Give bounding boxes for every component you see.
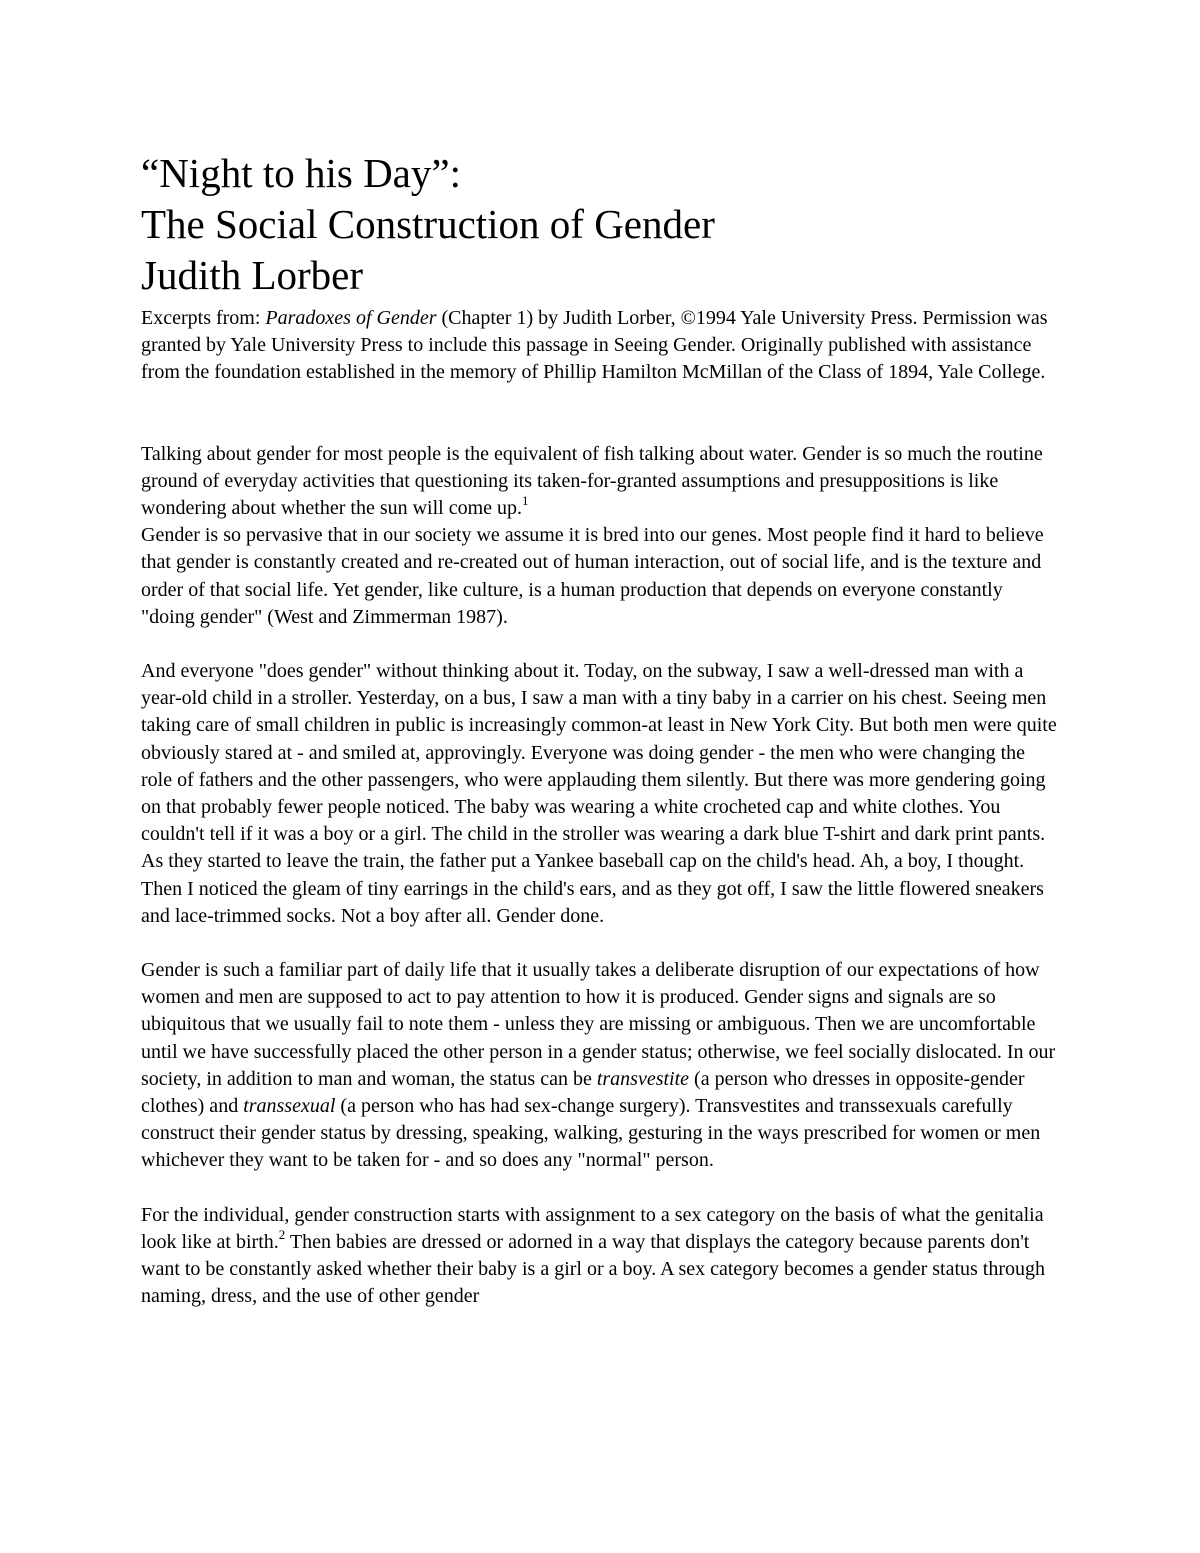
author-name: Judith Lorber bbox=[141, 252, 364, 298]
term-transvestite: transvestite bbox=[596, 1067, 690, 1090]
title-line-2: The Social Construction of Gender bbox=[141, 201, 715, 247]
book-title: Paradoxes of Gender bbox=[265, 307, 437, 329]
paragraph-4-part-a: For the individual, gender construction starts with assignment to a sex category on the basis of what the genitalia look like at birth. bbox=[141, 1203, 1044, 1253]
paragraph-2: And everyone "does gender" without thinking about it. Today, on the subway, I saw a well-dressed man with a year-old child in a stroller. Yesterday, on a bus, I saw a man with a tiny baby in a carrier on his chest. Seeing men taking care of small children in public is increasingly common-at least in New York City. But both men were quite obviously stared at - and smiled at, approvingly. Everyone was doing gender - the men who were changing the role of fathers and the other passengers, who were applauding them silently. But there was more gendering going on that probably fewer people noticed. The baby was wearing a white crocheted cap and white clothes. You couldn't tell if it was a boy or a girl. The child in the stroller was wearing a dark blue T-shirt and dark print pants. As they started to leave the train, the father put a Yankee baseball cap on the child's head. Ah, a boy, I thought. Then I noticed the gleam of tiny earrings in the child's ears, and as they got off, I saw the little flowered sneakers and lace-trimmed socks. Not a boy after all. Gender done. bbox=[141, 660, 1057, 927]
spacer bbox=[141, 631, 1061, 658]
title-line-1: “Night to his Day”: bbox=[141, 150, 461, 196]
footnote-marker-1: 1 bbox=[522, 493, 529, 509]
spacer bbox=[141, 387, 1061, 441]
term-transsexual: transsexual bbox=[243, 1095, 336, 1118]
paragraph-1-part-b: Gender is so pervasive that in our society we assume it is bred into our genes. Most people find it hard to believe that gender is constantly created and re-created out of human interaction, out of social life, and is the texture and order of that social life. Yet gender, like culture, is a human production that depends on everyone constantly "doing gender" (West and Zimmerman 1987). bbox=[141, 524, 1044, 628]
paragraph-3 bbox=[141, 957, 1061, 1175]
paragraph-3-part-a: Gender is such a familiar part of daily life that it usually takes a deliberate disruption of our expectations of how women and men are supposed to act to pay attention to how it is produced. Gender signs and signals are so ubiquitous that we usually fail to note them - unless they are missing or ambiguous. Then we are uncomfortable until we have successfully placed the other person in a gender status; otherwise, we feel socially dislocated. In our society, in addition to man and woman, the status can be bbox=[141, 959, 1056, 1090]
credit-rest: (Chapter 1) by Judith Lorber, ©1994 Yale University Press. Permission was granted by Yale University Press to include this passage in Seeing Gender. Originally published with assistance from the foundation established in the memory of Phillip Hamilton McMillan of the Class of 1894, Yale College. bbox=[141, 307, 1048, 384]
paragraph-1-part-a: Talking about gender for most people is the equivalent of fish talking about water. Gender is so much the routine ground of everyday activities that questioning its taken-for-granted assumptions and presuppositions is like wondering about whether the sun will come up. bbox=[141, 442, 1043, 520]
spacer bbox=[141, 930, 1061, 957]
paragraph-4 bbox=[141, 1202, 1061, 1311]
publication-credit bbox=[141, 305, 1061, 387]
paragraph-3-part-b: (a person who dresses in opposite-gender clothes) and bbox=[141, 1067, 1025, 1118]
paragraph-3-part-c: (a person who has had sex-change surgery). Transvestites and transsexuals carefully construct their gender status by dressing, speaking, walking, gesturing in the ways prescribed for women or men whichever they want to be taken for - and so does any "normal" person. bbox=[141, 1095, 1041, 1172]
credit-prefix: Excerpts from: bbox=[141, 307, 266, 329]
paragraph-4-part-b: Then babies are dressed or adorned in a way that displays the category because parents don't want to be constantly asked whether their baby is a girl or a boy. A sex category becomes a gender status through naming, dress, and the use of other gender bbox=[141, 1230, 1046, 1308]
paragraph-1 bbox=[141, 441, 1061, 631]
footnote-marker-2: 2 bbox=[278, 1226, 286, 1242]
document-page bbox=[141, 148, 1061, 1311]
spacer bbox=[141, 1175, 1061, 1202]
